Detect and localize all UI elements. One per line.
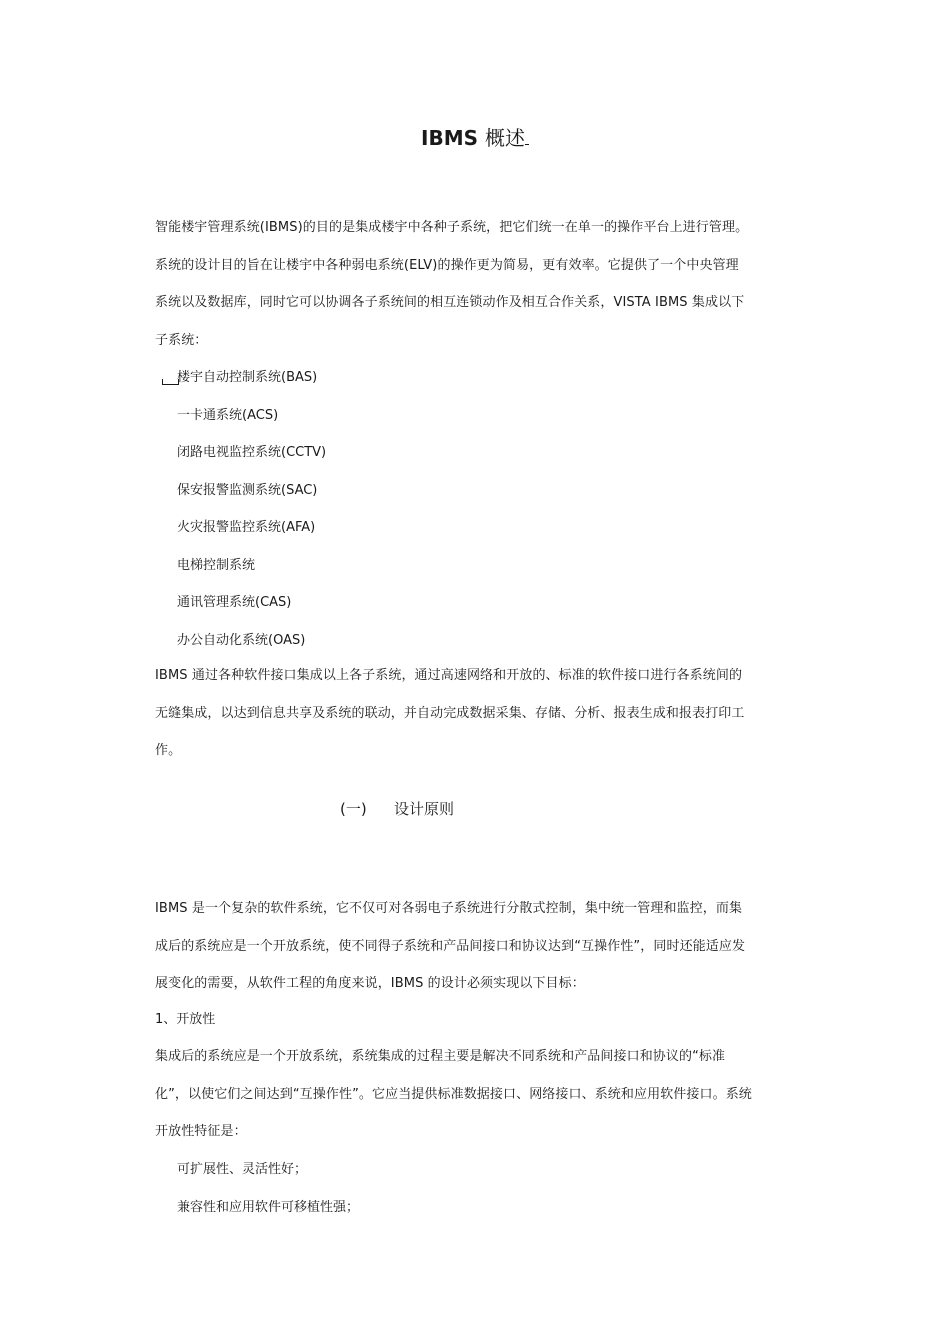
- list-item: 兼容性和应用软件可移植性强；: [177, 1199, 360, 1215]
- integration-line: IBMS 通过各种软件接口集成以上各子系统，通过高速网络和开放的、标准的软件接口进行各系统间的: [155, 668, 743, 683]
- title-underline-mark: [525, 128, 529, 145]
- principle-paragraph: [155, 890, 800, 1003]
- principle-line: IBMS 是一个复杂的软件系统，它不仅可对各弱电子系统进行分散式控制，集中统一管理和监控，而集: [155, 901, 743, 916]
- subsystem-list: [177, 359, 326, 659]
- intro-line: 系统的设计目的旨在让楼宇中各种弱电系统(ELV)的操作更为简易，更有效率。它提供了一个中央管理: [155, 257, 739, 273]
- list-item: 办公自动化系统(OAS): [177, 632, 306, 648]
- list-item: 保安报警监测系统(SAC): [177, 482, 318, 498]
- openness-feature-list: [177, 1151, 359, 1226]
- integration-line: 作。: [155, 743, 182, 758]
- section-heading: [340, 794, 454, 824]
- list-item: 电梯控制系统: [177, 557, 256, 573]
- list-item: 可扩展性、灵活性好；: [177, 1162, 308, 1177]
- list-item: 楼宇自动控制系统(BAS): [177, 370, 318, 385]
- intro-paragraph: [155, 209, 800, 359]
- openness-line: 集成后的系统应是一个开放系统，系统集成的过程主要是解决不同系统和产品间接口和协议的“标准: [155, 1049, 726, 1064]
- principle-line: 展变化的需要，从软件工程的角度来说，IBMS 的设计必须实现以下目标：: [155, 976, 585, 991]
- openness-line: 开放性特征是：: [155, 1124, 247, 1139]
- openness-paragraph: [155, 1038, 800, 1151]
- intro-line: 子系统：: [155, 332, 208, 348]
- list-item: 一卡通系统(ACS): [177, 407, 279, 423]
- integration-line: 无缝集成，以达到信息共享及系统的联动，并自动完成数据采集、存储、分析、报表生成和报表打印工: [155, 705, 745, 721]
- integration-paragraph: [155, 657, 800, 770]
- title-latin: IBMS: [421, 126, 479, 150]
- title-chinese: 概述: [484, 126, 525, 150]
- list-item: 闭路电视监控系统(CCTV): [177, 445, 327, 460]
- intro-line: 智能楼宇管理系统(IBMS)的目的是集成楼宇中各种子系统，把它们统一在单一的操作平台上进行管理。: [155, 220, 749, 235]
- page-title: [0, 122, 950, 154]
- intro-line: 系统以及数据库，同时它可以协调各子系统间的相互连锁动作及相互合作关系，VISTA IBMS 集成以下: [155, 295, 745, 310]
- list-item: 通讯管理系统(CAS): [177, 595, 292, 610]
- section-number: (一): [340, 800, 367, 818]
- list-item: 火灾报警监控系统(AFA): [177, 520, 316, 535]
- openness-heading: 1、开放性: [155, 1012, 216, 1027]
- principle-line: 成后的系统应是一个开放系统，使不同得子系统和产品间接口和协议达到“互操作性”，同时还能适应发: [155, 938, 746, 954]
- section-title: 设计原则: [394, 800, 455, 818]
- openness-line: 化”，以使它们之间达到“互操作性”。它应当提供标准数据接口、网络接口、系统和应用软件接口。系统: [155, 1086, 752, 1102]
